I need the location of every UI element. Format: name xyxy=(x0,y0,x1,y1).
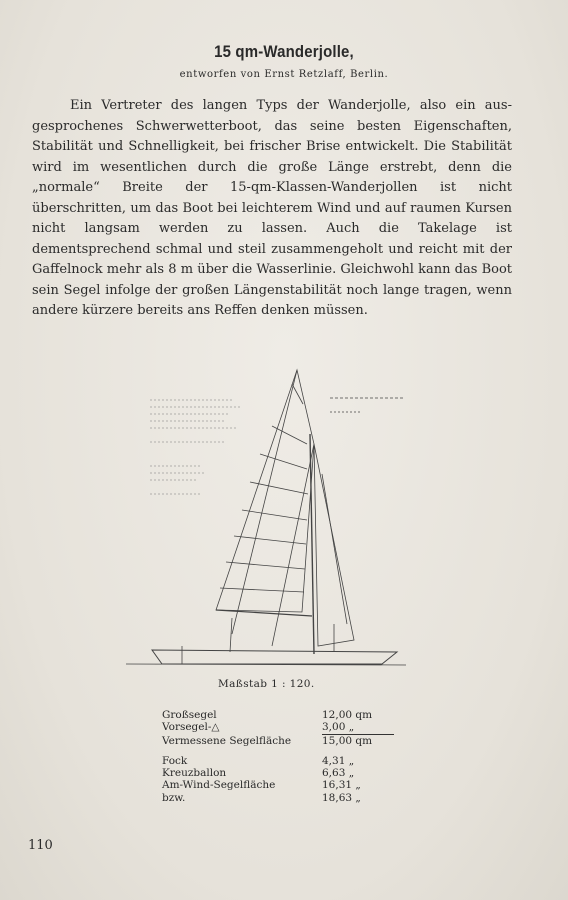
table-row xyxy=(162,792,394,804)
page-title: 15 qm-Wanderjolle, xyxy=(214,42,354,61)
row-label: Vorsegel-△ xyxy=(162,721,220,734)
table-row xyxy=(162,767,394,779)
row-label: Großsegel xyxy=(162,709,217,721)
table-gap xyxy=(162,747,394,755)
row-label: Am-Wind-Segelfläche xyxy=(162,779,276,792)
row-value: 6,63 „ xyxy=(322,767,355,780)
table-row xyxy=(162,755,394,767)
page-subtitle: entworfen von Ernst Retzlaff, Berlin. xyxy=(179,69,389,80)
page-number: 110 xyxy=(28,838,53,853)
row-value: 3,00 „ xyxy=(322,721,355,734)
row-value: 15,00 qm xyxy=(322,734,373,747)
scale-label: Maßstab 1 : 120. xyxy=(218,678,315,690)
row-value: 16,31 „ xyxy=(322,779,361,792)
row-label: bzw. xyxy=(162,791,186,804)
row-value: 4,31 „ xyxy=(322,754,355,767)
row-label: Kreuzballon xyxy=(162,767,227,780)
row-label: Fock xyxy=(162,754,188,767)
row-value: 18,63 „ xyxy=(322,791,361,804)
row-label: Vermessene Segelfläche xyxy=(162,734,292,747)
table-row xyxy=(162,721,394,733)
sail-plan-drawing xyxy=(122,334,412,670)
body-paragraph: Ein Vertreter des langen Typs der Wanderjolle, also ein aus- gesprochenes Schwerwetterboot, das seine besten Eigenschaften, Stabilität und Schnelligkeit, bei frischer Brise entwickelt. Die Stabilität wird im wesentlichen durch die große Länge erstrebt, denn die „normale“ Breite der 15-qm-Klassen-Wanderjollen ist nicht überschritten, um das Boot bei leichterem Wind und auf raumen Kursen nicht langsam werden zu lassen. Auch die Takelage ist dementsprechend schmal und steil zusammengeholt und reicht mit der Gaffelnock mehr als 8 m über die Wasserlinie. Gleichwohl kann das Boot sein Segel infolge der großen Längenstabilität noch lange tragen, wenn andere kürzere bereits ans Reffen denken müssen. xyxy=(32,98,512,318)
table-row xyxy=(162,779,394,791)
table-row xyxy=(162,709,394,721)
row-value: 12,00 qm xyxy=(322,709,373,721)
sail-area-table xyxy=(162,709,394,804)
table-row xyxy=(162,735,394,747)
